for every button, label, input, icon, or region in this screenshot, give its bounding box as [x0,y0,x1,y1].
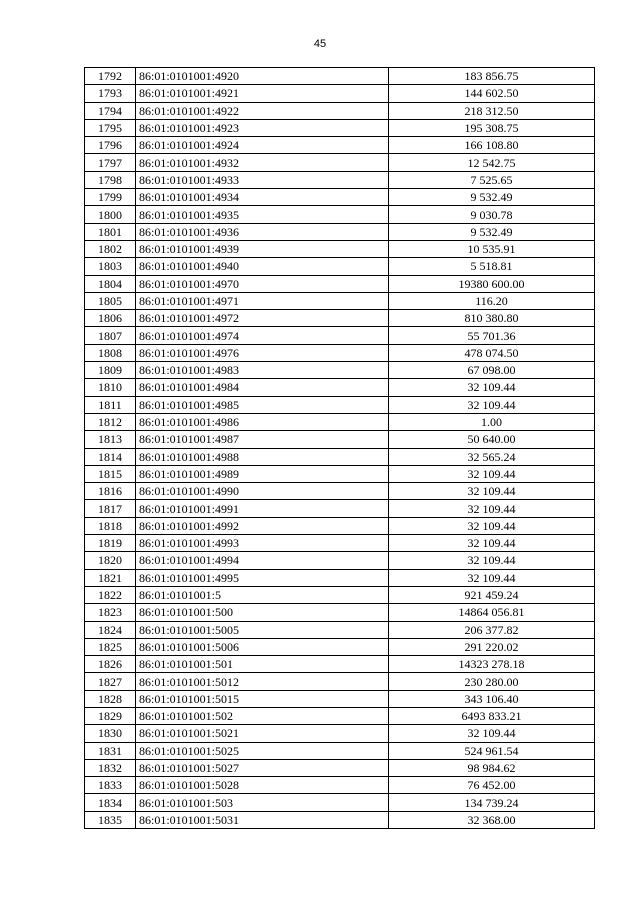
row-number: 1819 [85,535,136,552]
cadastral-value: 12 542.75 [389,154,595,171]
cadastral-value: 5 518.81 [389,258,595,275]
row-number: 1795 [85,119,136,136]
table-row [85,586,595,603]
cadastral-value: 32 109.44 [389,569,595,586]
table-row [85,189,595,206]
cadastral-number: 86:01:0101001:4990 [136,483,389,500]
row-number: 1835 [85,811,136,828]
cadastral-number: 86:01:0101001:5015 [136,690,389,707]
cadastral-value: 32 565.24 [389,448,595,465]
cadastral-number: 86:01:0101001:4974 [136,327,389,344]
row-number: 1818 [85,517,136,534]
row-number: 1797 [85,154,136,171]
row-number: 1800 [85,206,136,223]
row-number: 1831 [85,742,136,759]
table-row [85,431,595,448]
table-row [85,500,595,517]
cadastral-value: 291 220.02 [389,638,595,655]
cadastral-number: 86:01:0101001:4972 [136,310,389,327]
row-number: 1820 [85,552,136,569]
cadastral-number: 86:01:0101001:4932 [136,154,389,171]
table-row [85,292,595,309]
cadastral-number: 86:01:0101001:500 [136,604,389,621]
cadastral-number: 86:01:0101001:501 [136,656,389,673]
cadastral-value: 55 701.36 [389,327,595,344]
table-row [85,206,595,223]
table-row [85,656,595,673]
cadastral-number: 86:01:0101001:5 [136,586,389,603]
cadastral-number: 86:01:0101001:4983 [136,362,389,379]
cadastral-value: 50 640.00 [389,431,595,448]
cadastral-value: 32 109.44 [389,517,595,534]
cadastral-value: 230 280.00 [389,673,595,690]
table-row [85,448,595,465]
table-row [85,154,595,171]
cadastral-value: 32 109.44 [389,379,595,396]
row-number: 1827 [85,673,136,690]
cadastral-value: 1.00 [389,413,595,430]
cadastral-number: 86:01:0101001:4993 [136,535,389,552]
row-number: 1801 [85,223,136,240]
table-row [85,811,595,828]
page-number: 45 [313,38,327,50]
row-number: 1796 [85,137,136,154]
table-row [85,68,595,85]
row-number: 1821 [85,569,136,586]
row-number: 1816 [85,483,136,500]
row-number: 1833 [85,777,136,794]
cadastral-value-table [84,67,595,829]
cadastral-value: 524 961.54 [389,742,595,759]
table-row [85,725,595,742]
cadastral-value: 14323 278.18 [389,656,595,673]
cadastral-value: 14864 056.81 [389,604,595,621]
row-number: 1805 [85,292,136,309]
table-row [85,85,595,102]
cadastral-value: 166 108.80 [389,137,595,154]
table-body [85,68,595,829]
cadastral-value: 32 109.44 [389,535,595,552]
cadastral-value: 6493 833.21 [389,707,595,724]
table-row [85,552,595,569]
cadastral-value: 343 106.40 [389,690,595,707]
cadastral-number: 86:01:0101001:4933 [136,171,389,188]
table-row [85,310,595,327]
cadastral-value: 10 535.91 [389,240,595,257]
cadastral-number: 86:01:0101001:4935 [136,206,389,223]
cadastral-value: 810 380.80 [389,310,595,327]
table-row [85,794,595,811]
table-row [85,223,595,240]
table-row [85,413,595,430]
table-row [85,137,595,154]
cadastral-number: 86:01:0101001:5012 [136,673,389,690]
row-number: 1810 [85,379,136,396]
cadastral-value: 9 532.49 [389,223,595,240]
table-row [85,258,595,275]
table-row [85,327,595,344]
cadastral-value: 19380 600.00 [389,275,595,292]
row-number: 1815 [85,465,136,482]
row-number: 1828 [85,690,136,707]
table-row [85,604,595,621]
cadastral-number: 86:01:0101001:4985 [136,396,389,413]
table-row [85,396,595,413]
cadastral-number: 86:01:0101001:4936 [136,223,389,240]
cadastral-value: 7 525.65 [389,171,595,188]
cadastral-number: 86:01:0101001:4976 [136,344,389,361]
cadastral-number: 86:01:0101001:5031 [136,811,389,828]
cadastral-number: 86:01:0101001:4987 [136,431,389,448]
row-number: 1813 [85,431,136,448]
cadastral-number: 86:01:0101001:4988 [136,448,389,465]
cadastral-number: 86:01:0101001:4991 [136,500,389,517]
cadastral-number: 86:01:0101001:4920 [136,68,389,85]
table-row [85,465,595,482]
cadastral-value: 32 109.44 [389,552,595,569]
cadastral-number: 86:01:0101001:4924 [136,137,389,154]
cadastral-value: 32 109.44 [389,396,595,413]
row-number: 1824 [85,621,136,638]
table-row [85,119,595,136]
cadastral-number: 86:01:0101001:4921 [136,85,389,102]
table-row [85,707,595,724]
row-number: 1817 [85,500,136,517]
table-row [85,690,595,707]
row-number: 1812 [85,413,136,430]
row-number: 1811 [85,396,136,413]
cadastral-number: 86:01:0101001:5028 [136,777,389,794]
cadastral-value: 32 109.44 [389,500,595,517]
row-number: 1823 [85,604,136,621]
cadastral-value: 218 312.50 [389,102,595,119]
row-number: 1806 [85,310,136,327]
table-row [85,344,595,361]
row-number: 1798 [85,171,136,188]
cadastral-value: 32 109.44 [389,465,595,482]
table-row [85,240,595,257]
cadastral-number: 86:01:0101001:5021 [136,725,389,742]
cadastral-value: 144 602.50 [389,85,595,102]
table-row [85,759,595,776]
row-number: 1834 [85,794,136,811]
table-row [85,777,595,794]
table-row [85,483,595,500]
cadastral-number: 86:01:0101001:4940 [136,258,389,275]
cadastral-number: 86:01:0101001:4939 [136,240,389,257]
row-number: 1830 [85,725,136,742]
cadastral-value: 195 308.75 [389,119,595,136]
cadastral-number: 86:01:0101001:4995 [136,569,389,586]
cadastral-value: 206 377.82 [389,621,595,638]
cadastral-number: 86:01:0101001:4970 [136,275,389,292]
cadastral-value: 921 459.24 [389,586,595,603]
cadastral-value: 32 109.44 [389,725,595,742]
cadastral-value: 134 739.24 [389,794,595,811]
table-row [85,569,595,586]
table-row [85,362,595,379]
cadastral-value: 98 984.62 [389,759,595,776]
cadastral-number: 86:01:0101001:503 [136,794,389,811]
row-number: 1832 [85,759,136,776]
table-row [85,621,595,638]
row-number: 1808 [85,344,136,361]
table-row [85,379,595,396]
cadastral-number: 86:01:0101001:4922 [136,102,389,119]
table-row [85,102,595,119]
row-number: 1829 [85,707,136,724]
cadastral-value: 478 074.50 [389,344,595,361]
row-number: 1799 [85,189,136,206]
cadastral-number: 86:01:0101001:4923 [136,119,389,136]
table-row [85,275,595,292]
cadastral-number: 86:01:0101001:5027 [136,759,389,776]
cadastral-value: 67 098.00 [389,362,595,379]
cadastral-number: 86:01:0101001:4971 [136,292,389,309]
cadastral-number: 86:01:0101001:4994 [136,552,389,569]
table-row [85,535,595,552]
row-number: 1809 [85,362,136,379]
table-row [85,742,595,759]
row-number: 1802 [85,240,136,257]
row-number: 1792 [85,68,136,85]
cadastral-number: 86:01:0101001:4989 [136,465,389,482]
cadastral-number: 86:01:0101001:4992 [136,517,389,534]
row-number: 1803 [85,258,136,275]
cadastral-value: 32 109.44 [389,483,595,500]
row-number: 1804 [85,275,136,292]
cadastral-value: 76 452.00 [389,777,595,794]
cadastral-value: 116.20 [389,292,595,309]
row-number: 1807 [85,327,136,344]
cadastral-number: 86:01:0101001:4934 [136,189,389,206]
cadastral-number: 86:01:0101001:5006 [136,638,389,655]
cadastral-value: 9 532.49 [389,189,595,206]
cadastral-number: 86:01:0101001:502 [136,707,389,724]
row-number: 1793 [85,85,136,102]
cadastral-number: 86:01:0101001:5025 [136,742,389,759]
table-row [85,517,595,534]
row-number: 1822 [85,586,136,603]
cadastral-number: 86:01:0101001:5005 [136,621,389,638]
row-number: 1826 [85,656,136,673]
row-number: 1814 [85,448,136,465]
cadastral-value: 183 856.75 [389,68,595,85]
row-number: 1825 [85,638,136,655]
cadastral-number: 86:01:0101001:4986 [136,413,389,430]
cadastral-value: 9 030.78 [389,206,595,223]
table-row [85,171,595,188]
row-number: 1794 [85,102,136,119]
table-row [85,673,595,690]
cadastral-value: 32 368.00 [389,811,595,828]
table-row [85,638,595,655]
cadastral-number: 86:01:0101001:4984 [136,379,389,396]
